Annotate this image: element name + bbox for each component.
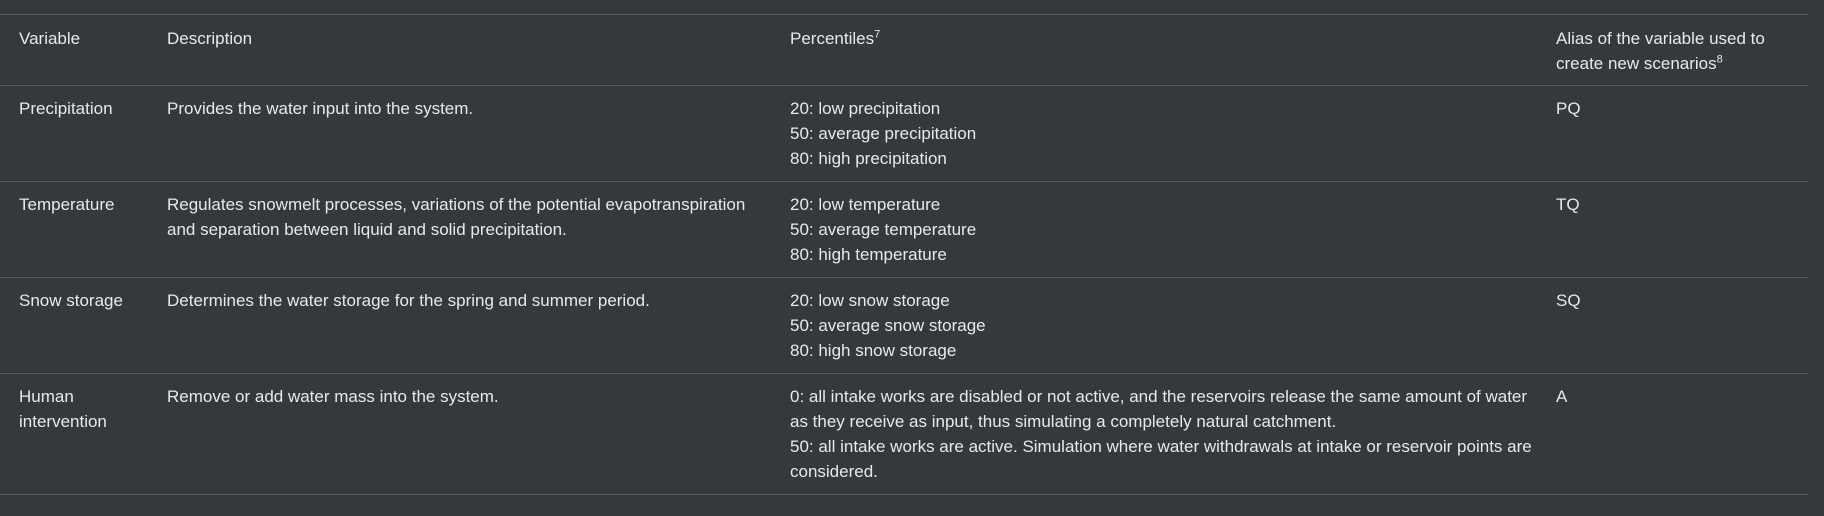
cell-description: Regulates snowmelt processes, variations of the potential evapotranspiration and separation between liquid and solid precipitation.: [148, 182, 771, 278]
cell-percentiles: [771, 374, 1537, 495]
percentile-line: 50: average snow storage: [790, 316, 986, 335]
header-percentiles: [771, 15, 1537, 86]
header-variable-label: Variable: [19, 29, 81, 48]
cell-alias: PQ: [1537, 86, 1808, 182]
header-description: [148, 15, 771, 86]
cell-percentiles: [771, 86, 1537, 182]
percentile-line: 50: average precipitation: [790, 124, 977, 143]
cell-description: Provides the water input into the system.: [148, 86, 771, 182]
table-row: [0, 278, 1808, 374]
table-row: [0, 86, 1808, 182]
percentile-line: 80: high precipitation: [790, 149, 947, 168]
cell-alias: TQ: [1537, 182, 1808, 278]
percentile-line: 20: low temperature: [790, 195, 941, 214]
percentile-line: 80: high snow storage: [790, 341, 957, 360]
header-alias: [1537, 15, 1808, 86]
header-description-label: Description: [167, 29, 253, 48]
percentile-line: 0: all intake works are disabled or not active, and the reservoirs release the same amount of water as they receive as input, thus simulating a completely natural catchment.: [790, 387, 1528, 431]
cell-percentiles: [771, 278, 1537, 374]
cell-alias: A: [1537, 374, 1808, 495]
cell-percentiles: [771, 182, 1537, 278]
cell-variable: Precipitation: [0, 86, 148, 182]
percentile-line: 20: low precipitation: [790, 99, 941, 118]
header-variable: [0, 15, 148, 86]
percentile-line: 80: high temperature: [790, 245, 947, 264]
scenario-variables-table-container: [0, 14, 1824, 495]
table-row: [0, 182, 1808, 278]
footnote-ref-7[interactable]: 7: [874, 28, 881, 41]
cell-variable: Human intervention: [0, 374, 148, 495]
cell-alias: SQ: [1537, 278, 1808, 374]
table-header-row: [0, 15, 1808, 86]
cell-description: Determines the water storage for the spring and summer period.: [148, 278, 771, 374]
percentile-line: 50: all intake works are active. Simulation where water withdrawals at intake or reservoir points are considered.: [790, 437, 1532, 481]
cell-variable: Snow storage: [0, 278, 148, 374]
scenario-variables-table: [0, 14, 1808, 495]
percentile-line: 50: average temperature: [790, 220, 977, 239]
cell-description: Remove or add water mass into the system.: [148, 374, 771, 495]
footnote-ref-8[interactable]: 8: [1716, 53, 1723, 66]
percentile-line: 20: low snow storage: [790, 291, 950, 310]
header-alias-label: Alias of the variable used to create new scenarios: [1556, 29, 1765, 73]
cell-variable: Temperature: [0, 182, 148, 278]
table-row: [0, 374, 1808, 495]
header-percentiles-label: Percentiles: [790, 29, 875, 48]
